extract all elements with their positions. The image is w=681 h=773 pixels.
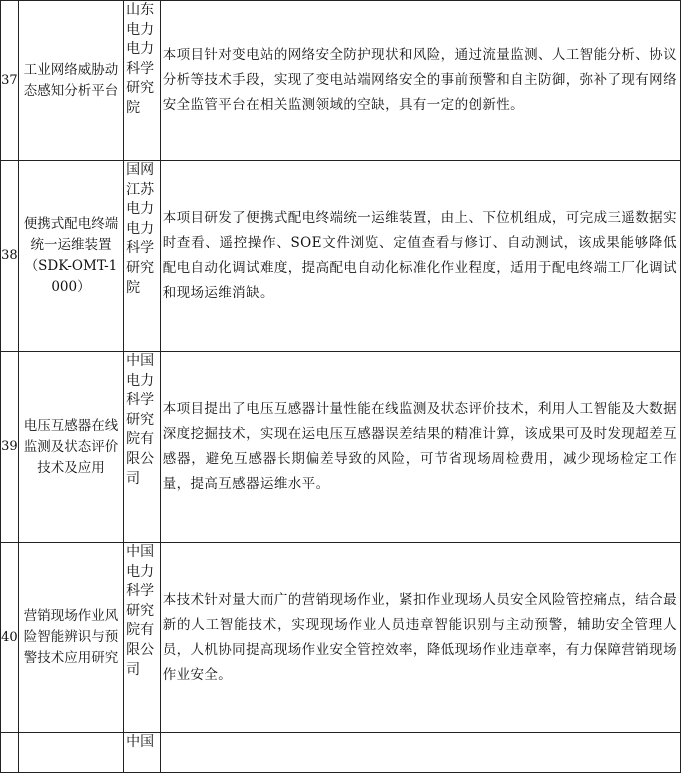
table-row	[1, 1, 681, 161]
row-index: 37	[1, 1, 19, 161]
table-row	[1, 352, 681, 543]
organization: 中国电力科学研究院有限公司	[124, 543, 161, 733]
project-name-text: 电压互感器在线监测及状态评价	[23, 417, 119, 455]
project-description: 本项目针对变电站的网络安全防护现状和风险，通过流量监测、人工智能分析、协议分析等技术手段，实现了变电站端网络安全的事前预警和自主防御，弥补了现有网络安全监管平台在相关监测领域的空缺，具有一定的创新性。	[160, 1, 680, 161]
row-index: 39	[1, 352, 19, 543]
table-row	[1, 733, 681, 773]
project-description: 本项目提出了电压互感器计量性能在线监测及状态评价技术，利用人工智能及大数据深度挖掘技术，实现在运电压互感器误差结果的精准计算，该成果可及时发现超差互感器，避免互感器长期偏差导致的风险，可节省现场周检费用，减少现场检定工作量，提高互感器运维水平。	[160, 352, 680, 543]
organization: 国网江苏电力电力科学研究院	[124, 161, 161, 352]
project-name-text: 工业网络威胁动态感知分析平台	[23, 61, 119, 99]
project-name	[18, 352, 123, 543]
table-row	[1, 543, 681, 733]
organization: 中国电力科学研究院有限公司	[124, 352, 161, 543]
project-name	[18, 1, 123, 161]
project-name-text: 便携式配电终端统一运维装置（SDK-OMT-1000）	[23, 216, 119, 295]
table-row	[1, 161, 681, 352]
project-description	[160, 733, 680, 773]
organization: 中国	[124, 733, 161, 773]
row-index: 40	[1, 543, 19, 733]
project-description: 本技术针对量大而广的营销现场作业，紧扣作业现场人员安全风险管控痛点，结合最新的人工智能技术，实现现场作业人员违章智能识别与主动预警，辅助安全管理人员，人机协同提高现场作业安全管控效率，降低现场作业违章率，有力保障营销现场作业安全。	[160, 543, 680, 733]
project-name-text: 营销现场作业风险智能辨识与预警技术应用研究	[23, 608, 119, 666]
row-index	[1, 733, 19, 773]
project-description: 本项目研发了便携式配电终端统一运维装置，由上、下位机组成，可完成三遥数据实时查看、遥控操作、SOE文件浏览、定值查看与修订、自动测试，该成果能够降低配电自动化调试难度，提高配电自动化标准化作业程度，适用于配电终端工厂化调试和现场运维消缺。	[160, 161, 680, 352]
project-name-subtext: 技术及应用	[37, 459, 105, 476]
row-index: 38	[1, 161, 19, 352]
project-name	[18, 543, 123, 733]
project-name	[18, 161, 123, 352]
project-name	[18, 733, 123, 773]
organization: 山东电力电力科学研究院	[124, 1, 161, 161]
